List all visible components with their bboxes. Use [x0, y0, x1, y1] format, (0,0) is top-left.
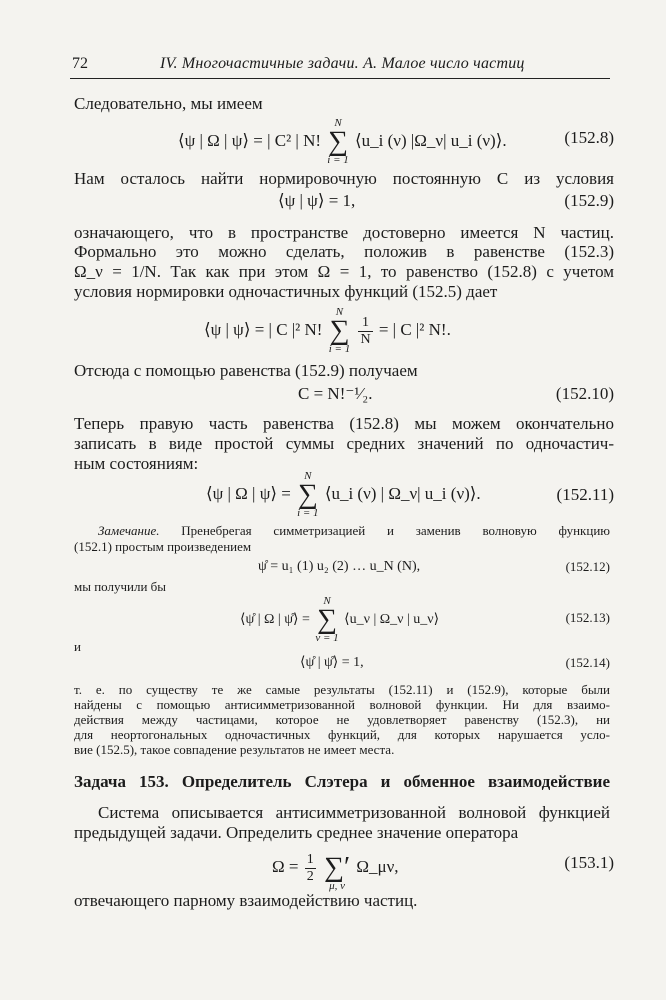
paragraph-line: Следовательно, мы имеем — [74, 94, 263, 113]
paragraph-line: Формально это можно сделать, положив в равенстве (152.3) — [74, 242, 614, 261]
equation-normalization — [204, 307, 451, 355]
task-153-title: Задача 153. Определитель Слэтера и обменное взаимодействие — [74, 772, 610, 791]
equation-152-13 — [240, 596, 439, 644]
equation-part: ⟨ψ | Ω | ψ⟩ = — [206, 483, 291, 503]
equation-part: ⟨ψ | ψ⟩ = | C |² N! — [204, 319, 323, 339]
sum-upper-limit: N — [334, 117, 342, 129]
running-title: IV. Многочастичные задачи. А. Малое число частиц — [160, 55, 525, 72]
paragraph-line: Нам осталось найти нормировочную постоянную C из условия — [74, 169, 614, 188]
sum-sign: ∑′ μ, ν — [323, 852, 351, 892]
equation-number: (152.10) — [555, 384, 614, 403]
equation-part: ⟨u_i (ν) |Ω_ν| u_i (ν)⟩. — [355, 130, 507, 150]
equation-152-14: ⟨ψ̊ | ψ̊⟩ = 1, — [300, 655, 364, 670]
equation-part: ⟨u_ν | Ω_ν | u_ν⟩ — [344, 612, 440, 628]
equation-number: (152.9) — [564, 191, 614, 210]
paragraph-line: Система описывается антисимметризованной волновой функцией — [98, 803, 610, 822]
paragraph-line: предыдущей задачи. Определить среднее значение оператора — [74, 823, 519, 842]
equation-number: (152.8) — [564, 128, 614, 147]
paragraph-line: ным состояниям: — [74, 454, 199, 473]
equation-part: = | C |² N!. — [378, 319, 451, 339]
equation-152-11 — [206, 471, 481, 519]
equation-number: (152.12) — [565, 559, 610, 574]
remark-line: для неортогональных одночастичных функций, для которых нарушается усло- — [74, 727, 610, 742]
sum-sign: N ∑ i = 1 — [327, 117, 349, 166]
equation-number: (152.13) — [565, 610, 610, 625]
equation-part: Ω = — [272, 856, 299, 876]
equation-part: ⟨u_i (ν) | Ω_ν| u_i (ν)⟩. — [324, 483, 481, 503]
remark-conjunction: и — [74, 639, 81, 654]
sum-sign: N ∑ i = 1 — [328, 306, 351, 355]
equation-number: (152.14) — [565, 655, 610, 670]
header-rule — [70, 78, 610, 79]
remark-line: (152.1) простым произведением — [74, 539, 252, 554]
paragraph-line: записать в виде простой суммы средних значений по одночастич- — [74, 434, 614, 453]
equation-152-8 — [178, 118, 507, 166]
fraction-denominator: 2 — [306, 868, 314, 884]
sum-upper-limit: N — [323, 595, 331, 607]
remark-line: мы получили бы — [74, 579, 167, 594]
remark-label: Замечание. — [98, 523, 160, 538]
equation-152-9: ⟨ψ | ψ⟩ = 1, — [278, 191, 356, 210]
paragraph-line: Отсюда с помощью равенства (152.9) получаем — [74, 361, 418, 380]
remark-line: вие (152.5), такое совпадение результатов не имеет места. — [74, 742, 395, 757]
remark-line: т. е. по существу те же самые результаты (152.11) и (152.9), которые были — [74, 682, 610, 697]
equation-number: (153.1) — [564, 853, 614, 872]
fraction — [358, 315, 372, 347]
paragraph-line: Теперь правую часть равенства (152.8) мы можем окончательно — [74, 414, 614, 433]
fraction-denominator: N — [360, 331, 371, 347]
equation-part: ⟨ψ | Ω | ψ⟩ = | C² | N! — [178, 130, 322, 150]
paragraph-line: Ω_ν = 1/N. Так как при этом Ω = 1, то равенство (152.8) с учетом — [74, 262, 614, 281]
equation-part: Ω_μν, — [356, 856, 399, 876]
page-number: 72 — [72, 55, 88, 72]
equation-number: (152.11) — [556, 485, 614, 504]
sum-lower-limit: μ, ν — [329, 880, 345, 892]
sum-lower-limit: i = 1 — [328, 343, 351, 355]
sum-upper-limit: N — [304, 470, 312, 482]
fraction — [305, 852, 316, 884]
sum-upper-limit: N — [335, 306, 344, 318]
paragraph-line: означающего, что в пространстве достоверно имеется N частиц. — [74, 223, 614, 242]
fraction-numerator: 1 — [306, 852, 314, 868]
sum-lower-limit: i = 1 — [327, 154, 349, 166]
equation-152-12: ψ̊ = u₁ (1) u₂ (2) … u_N (N), — [258, 559, 421, 574]
paragraph-line: отвечающего парному взаимодействию частиц. — [74, 891, 418, 910]
equation-153-1 — [272, 844, 399, 892]
remark-line: действия между частицами, которое не удовлетворяет равенству (152.3), ни — [74, 712, 610, 727]
sum-lower-limit: i = 1 — [297, 507, 319, 519]
sum-sign: N ∑ i = 1 — [297, 470, 319, 519]
paragraph-line: условия нормировки одночастичных функций (152.5) дает — [74, 282, 498, 301]
equation-152-10: C = N!⁻¹⁄₂. — [298, 384, 373, 403]
sum-lower-limit: ν = 1 — [315, 632, 339, 644]
remark-line — [98, 523, 610, 539]
equation-part: ⟨ψ̊ | Ω | ψ̊⟩ = — [240, 612, 310, 628]
remark-line: найдены с помощью антисимметризованной волновой функции. Ни для взаимо- — [74, 697, 610, 712]
sum-sign: N ∑ ν = 1 — [315, 595, 339, 644]
fraction-numerator: 1 — [358, 315, 372, 331]
remark-text: Пренебрегая симметризацией и заменив волновую функцию — [181, 523, 610, 538]
